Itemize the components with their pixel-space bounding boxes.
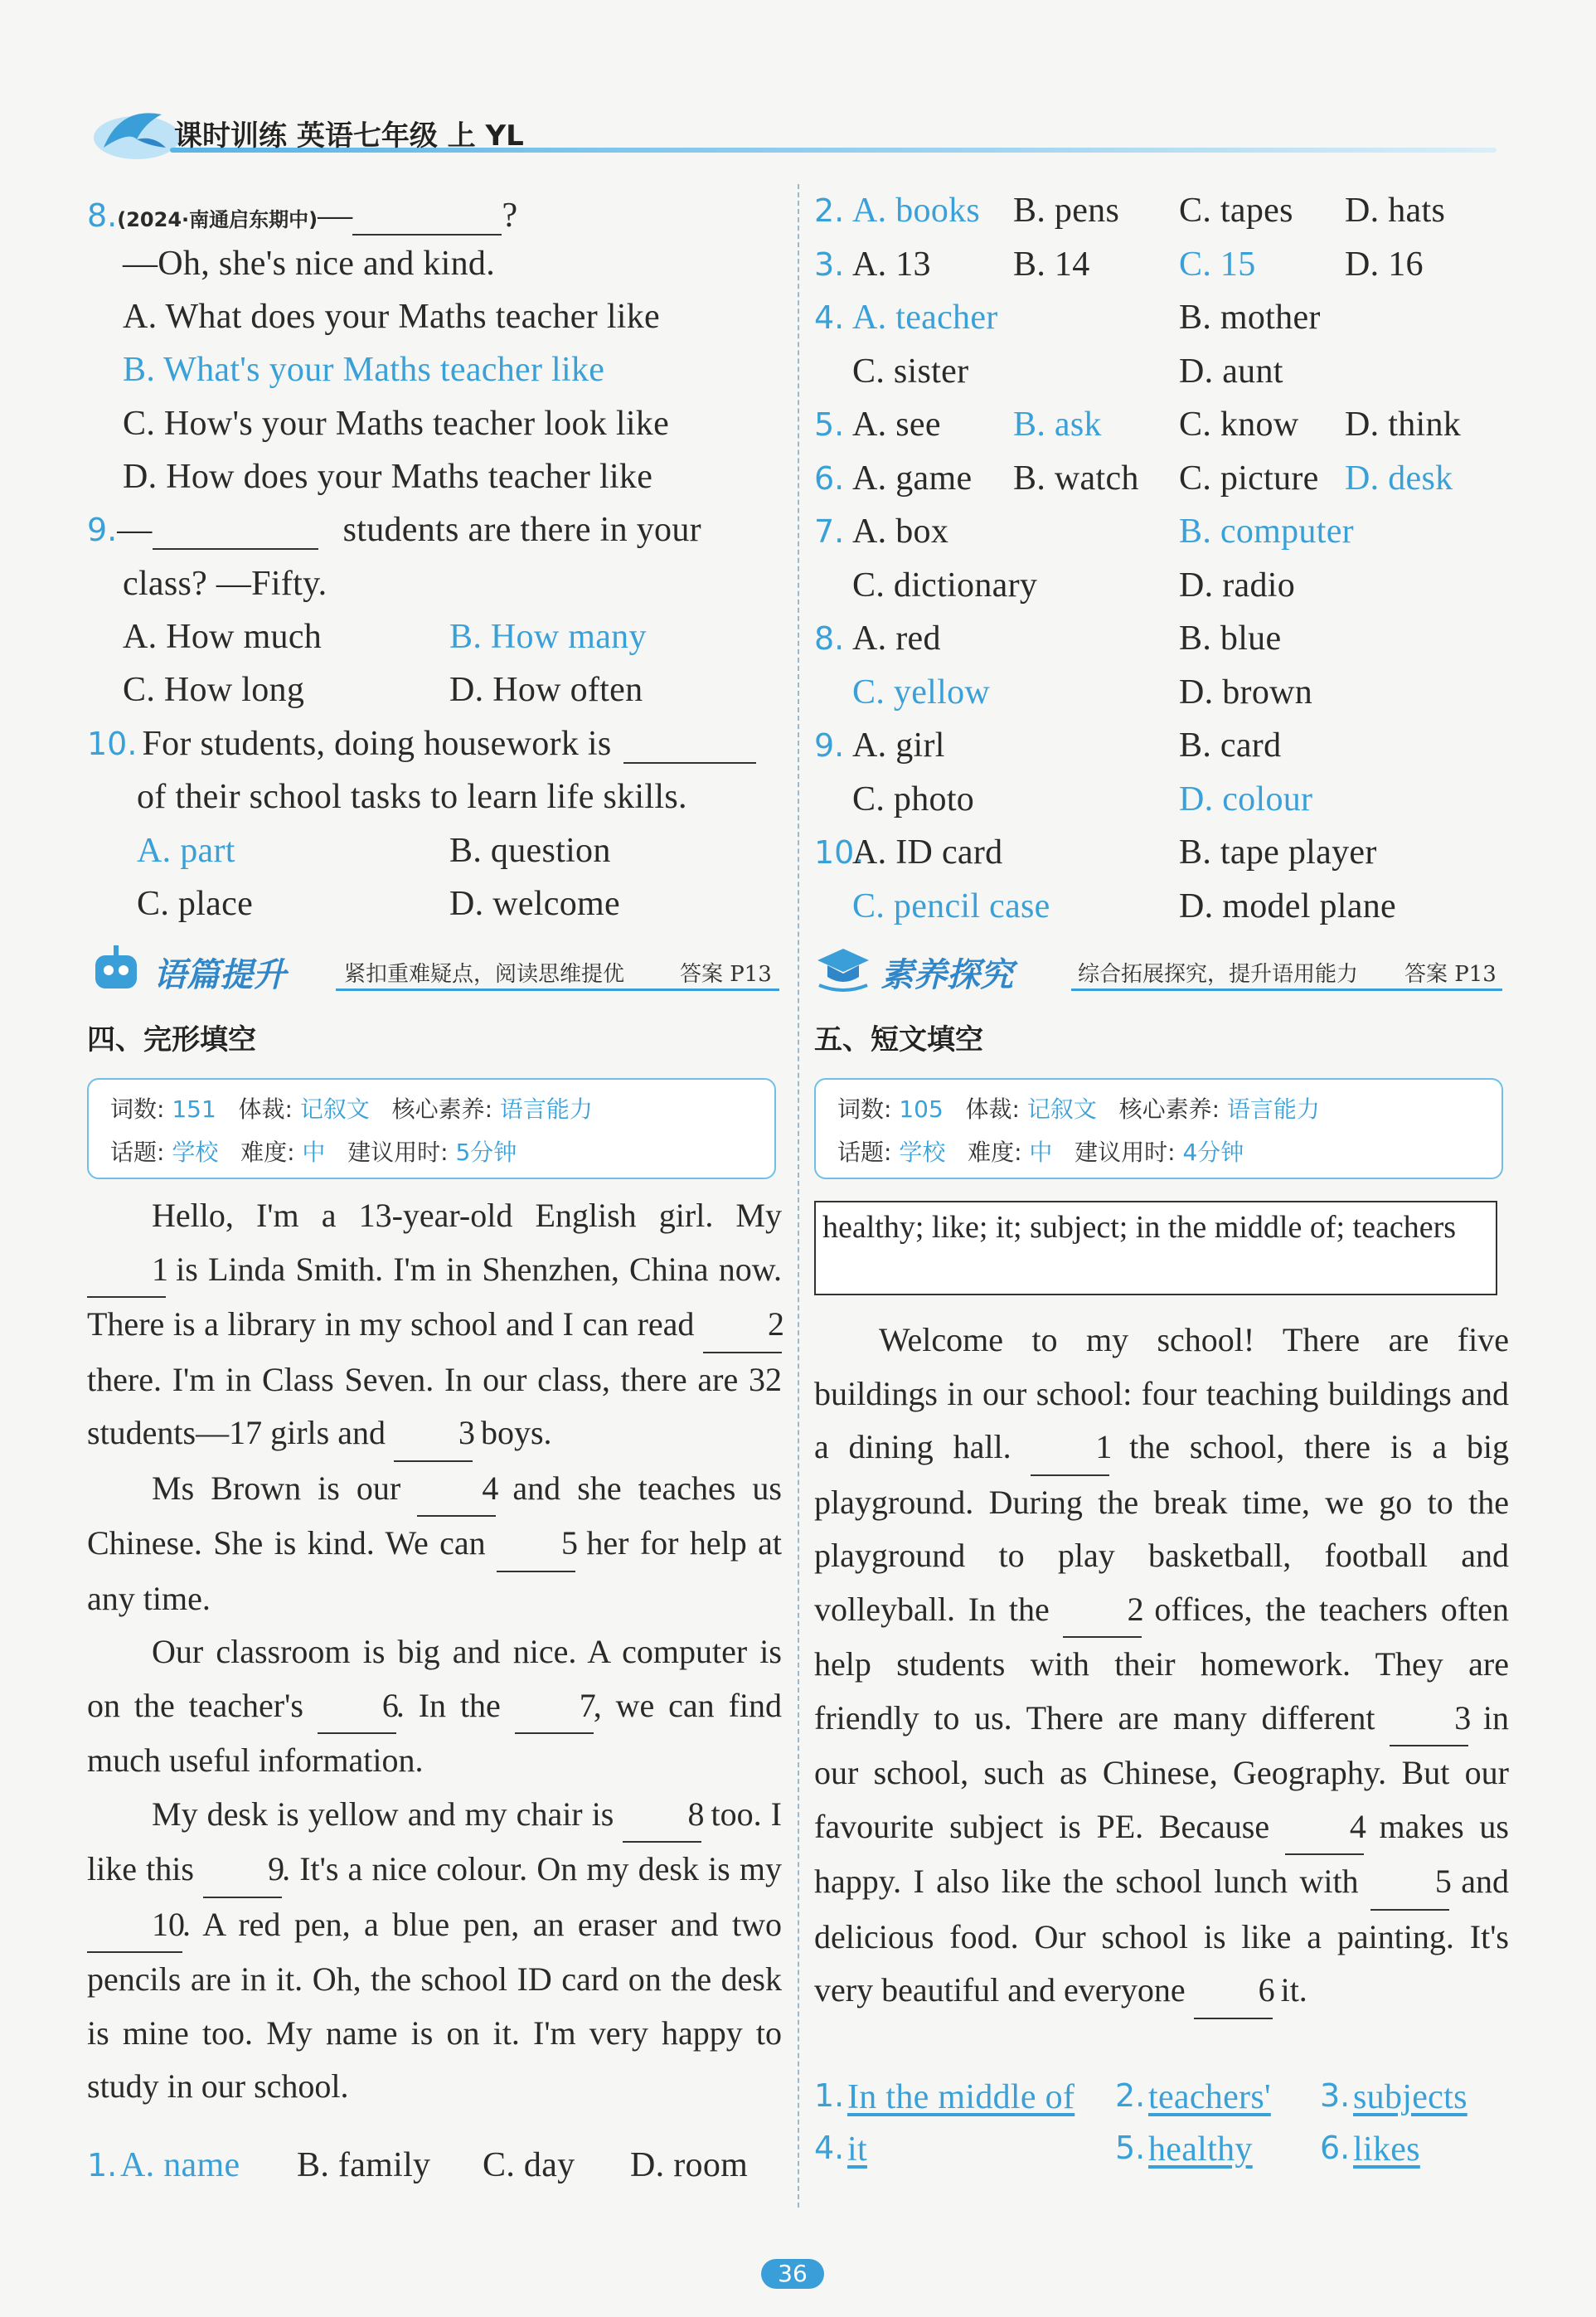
question-8-option-a[interactable]: A. What does your Maths teacher like — [123, 298, 660, 336]
answer-row-number: 2. — [814, 192, 845, 229]
fill-answer-number: 2. — [1115, 2077, 1146, 2114]
answer-row-number: 7. — [814, 513, 845, 550]
section-5-title: 五、短文填空 — [814, 1023, 983, 1056]
question-10-number: 10. — [87, 726, 138, 762]
word-bank-text: healthy; like; it; subject; in the middle of; teachers — [822, 1210, 1457, 1245]
answer-option-c[interactable]: C. 15 — [1179, 245, 1256, 284]
question-9-option-a[interactable]: A. How much — [123, 618, 323, 656]
fill-answer-number: 5. — [1115, 2130, 1146, 2166]
answer-row-number: 4. — [814, 299, 845, 336]
answer-option-d[interactable]: D. aunt — [1179, 352, 1283, 391]
band-right-subtitle: 综合拓展探究，提升语用能力 — [1078, 962, 1359, 987]
cloze-answer-1-number: 1. — [87, 2147, 118, 2183]
header-title: 课时训练 英语七年级 上 YL — [174, 119, 524, 153]
answer-option-d[interactable]: D. hats — [1345, 192, 1446, 230]
answer-option-b[interactable]: B. pens — [1013, 192, 1120, 230]
cloze-answer-1-option-c[interactable]: C. day — [483, 2146, 575, 2184]
cloze-answer-1-option-d[interactable]: D. room — [630, 2146, 749, 2184]
fill-answer-value: teachers' — [1148, 2078, 1271, 2116]
answer-option-a[interactable]: A. red — [852, 619, 941, 658]
answer-option-b[interactable]: B. watch — [1013, 459, 1139, 498]
answer-option-b[interactable]: B. blue — [1179, 619, 1282, 658]
answer-row-number: 9. — [814, 727, 845, 764]
fill-answer-number: 3. — [1320, 2077, 1351, 2114]
band-left-subtitle: 紧扣重难疑点，阅读思维提优 — [344, 962, 625, 987]
answer-option-b[interactable]: B. computer — [1179, 512, 1354, 551]
band-right-title: 素养探究 — [880, 956, 1013, 994]
question-9-option-b[interactable]: B. How many — [449, 618, 647, 656]
question-8-line1: 8.(2024·南通启东期中)— ? — [87, 197, 518, 235]
answer-row-number: 5. — [814, 406, 845, 443]
answer-row-number: 10. — [814, 834, 865, 871]
fill-answer-value: subjects — [1353, 2078, 1467, 2116]
section-band-left — [87, 944, 779, 995]
question-8-option-c[interactable]: C. How's your Maths teacher look like — [123, 405, 670, 443]
answer-option-d[interactable]: D. model plane — [1179, 886, 1396, 925]
dolphin-logo-icon — [87, 98, 187, 164]
graduation-cap-icon — [814, 944, 872, 995]
answer-option-a[interactable]: A. box — [852, 512, 949, 551]
page-number: 36 — [761, 2259, 824, 2289]
cloze-passage: Hello, I'm a 13-year-old English girl. My 1 is Linda Smith. I'm in Shenzhen, China now. There is a library in my school and I can read 2 there. I'm in Class Seven. In our class, there are 32 students—17 girls and 3 boys. Ms Brown is our 4 and she teaches us Chinese. She is kind. We can 5 her for help at any time. Our classroom is big and nice. A computer is on the teacher's 6. In the 7, we can find much useful information. My desk is yellow and my chair is 8 too. I like this 9. It's a nice colour. On my desk is my 10. A red pen, a blue pen, an eraser and two pencils are in it. Oh, the school ID card on the desk is mine too. My name is on it. I'm very happy to study in our school. — [87, 1197, 784, 2105]
answer-option-a[interactable]: A. girl — [852, 726, 945, 765]
answer-option-c[interactable]: C. dictionary — [852, 566, 1038, 605]
answer-option-c[interactable]: C. pencil case — [852, 886, 1050, 925]
question-10-blank[interactable] — [623, 726, 756, 764]
question-8-source: (2024·南通启东期中) — [117, 208, 318, 231]
fill-answer-value: it — [847, 2130, 867, 2169]
question-10-line2: of their school tasks to learn life skills. — [137, 778, 687, 816]
section-4-infobox — [87, 1078, 776, 1179]
question-9-line1: 9.— students are there in your — [87, 511, 701, 549]
question-10-option-c[interactable]: C. place — [137, 885, 254, 923]
answer-option-c[interactable]: C. tapes — [1179, 192, 1293, 230]
fill-answer-value: In the middle of — [847, 2078, 1075, 2116]
answer-option-c[interactable]: C. sister — [852, 352, 969, 391]
answer-option-d[interactable]: D. colour — [1179, 780, 1313, 818]
answer-option-d[interactable]: D. desk — [1345, 459, 1453, 498]
cloze-answer-1-option-a[interactable]: A. name — [120, 2146, 240, 2184]
band-left-answer-ref: 答案 P13 — [680, 962, 772, 987]
fill-answer-number: 6. — [1320, 2130, 1351, 2166]
question-10-line1: 10. For students, doing housework is — [87, 717, 756, 771]
section-5-info-line2: 话题: 学校 难度: 中 建议用时: 4分钟 — [837, 1139, 1244, 1166]
answer-row-number: 8. — [814, 620, 845, 657]
answer-option-a[interactable]: A. ID card — [852, 833, 1003, 872]
question-8-blank[interactable] — [352, 197, 502, 236]
answer-option-c[interactable]: C. yellow — [852, 673, 991, 712]
fill-answer-value: healthy — [1148, 2130, 1253, 2169]
question-8-number: 8. — [87, 197, 118, 234]
answer-row-number: 3. — [814, 245, 845, 283]
word-bank-box — [814, 1201, 1497, 1295]
question-9-option-c[interactable]: C. How long — [123, 671, 305, 709]
answer-option-c[interactable]: C. photo — [852, 780, 975, 818]
section-band-right — [814, 944, 1502, 995]
question-9-option-d[interactable]: D. How often — [449, 671, 643, 709]
fill-answer-value: likes — [1353, 2130, 1420, 2169]
question-10-option-d[interactable]: D. welcome — [449, 885, 620, 923]
fill-answer-number: 1. — [814, 2077, 845, 2114]
question-9-number: 9. — [87, 512, 118, 548]
answer-option-b[interactable]: B. card — [1179, 726, 1282, 765]
header-bar — [87, 98, 1497, 164]
question-10-option-a[interactable]: A. part — [137, 832, 235, 870]
question-10-option-b[interactable]: B. question — [449, 832, 611, 870]
answer-option-c[interactable]: C. know — [1179, 406, 1299, 444]
answer-option-b[interactable]: B. 14 — [1013, 245, 1090, 284]
answer-row-number: 6. — [814, 459, 845, 497]
answer-option-b[interactable]: B. ask — [1013, 406, 1102, 444]
answer-option-d[interactable]: D. 16 — [1345, 245, 1424, 284]
answer-option-b[interactable]: B. mother — [1179, 299, 1321, 337]
cloze-answer-1-option-b[interactable]: B. family — [297, 2146, 431, 2184]
answer-option-b[interactable]: B. tape player — [1179, 833, 1377, 872]
question-8-reply: —Oh, she's nice and kind. — [123, 245, 495, 283]
answer-option-d[interactable]: D. radio — [1179, 566, 1296, 605]
section-4-title: 四、完形填空 — [87, 1023, 256, 1056]
answer-option-d[interactable]: D. think — [1345, 406, 1462, 444]
answer-option-a[interactable]: A. books — [852, 192, 981, 230]
question-9-blank[interactable] — [153, 512, 318, 550]
robot-icon — [87, 944, 145, 995]
band-right-answer-ref: 答案 P13 — [1404, 962, 1497, 987]
answer-option-c[interactable]: C. picture — [1179, 459, 1319, 498]
section-4-info-line1: 词数: 151 体裁: 记叙文 核心素养: 语言能力 — [110, 1095, 593, 1123]
fill-passage: Welcome to my school! There are five buildings in our school: four teaching buildings and a dining hall. 1 the school, there is a big playground. During the break time, we go to the playground to play basketball, football and volleyball. In the 2 offices, the teachers often help students with their homework. They are friendly to us. There are many different 3 in our school, such as Chinese, Geography. But our favourite subject is PE. Because 4 makes us happy. I also like the school lunch with 5 and delicious food. Our school is like a painting. It's very beautiful and everyone 6 it. — [814, 1314, 1509, 2019]
question-8-option-d[interactable]: D. How does your Maths teacher like — [123, 458, 653, 496]
column-divider — [798, 184, 799, 2208]
answer-option-d[interactable]: D. brown — [1179, 673, 1313, 712]
answer-option-a[interactable]: A. teacher — [852, 299, 998, 337]
section-4-info-line2: 话题: 学校 难度: 中 建议用时: 5分钟 — [110, 1139, 517, 1166]
band-left-title: 语篇提升 — [153, 956, 286, 994]
fill-answer-number: 4. — [814, 2130, 845, 2166]
answer-option-a[interactable]: A. 13 — [852, 245, 931, 284]
question-9-line2: class? —Fifty. — [123, 565, 327, 603]
answer-option-a[interactable]: A. game — [852, 459, 973, 498]
section-5-infobox — [814, 1078, 1503, 1179]
answer-option-a[interactable]: A. see — [852, 406, 941, 444]
section-5-info-line1: 词数: 105 体裁: 记叙文 核心素养: 语言能力 — [837, 1095, 1320, 1123]
question-8-option-b[interactable]: B. What's your Maths teacher like — [123, 351, 605, 389]
